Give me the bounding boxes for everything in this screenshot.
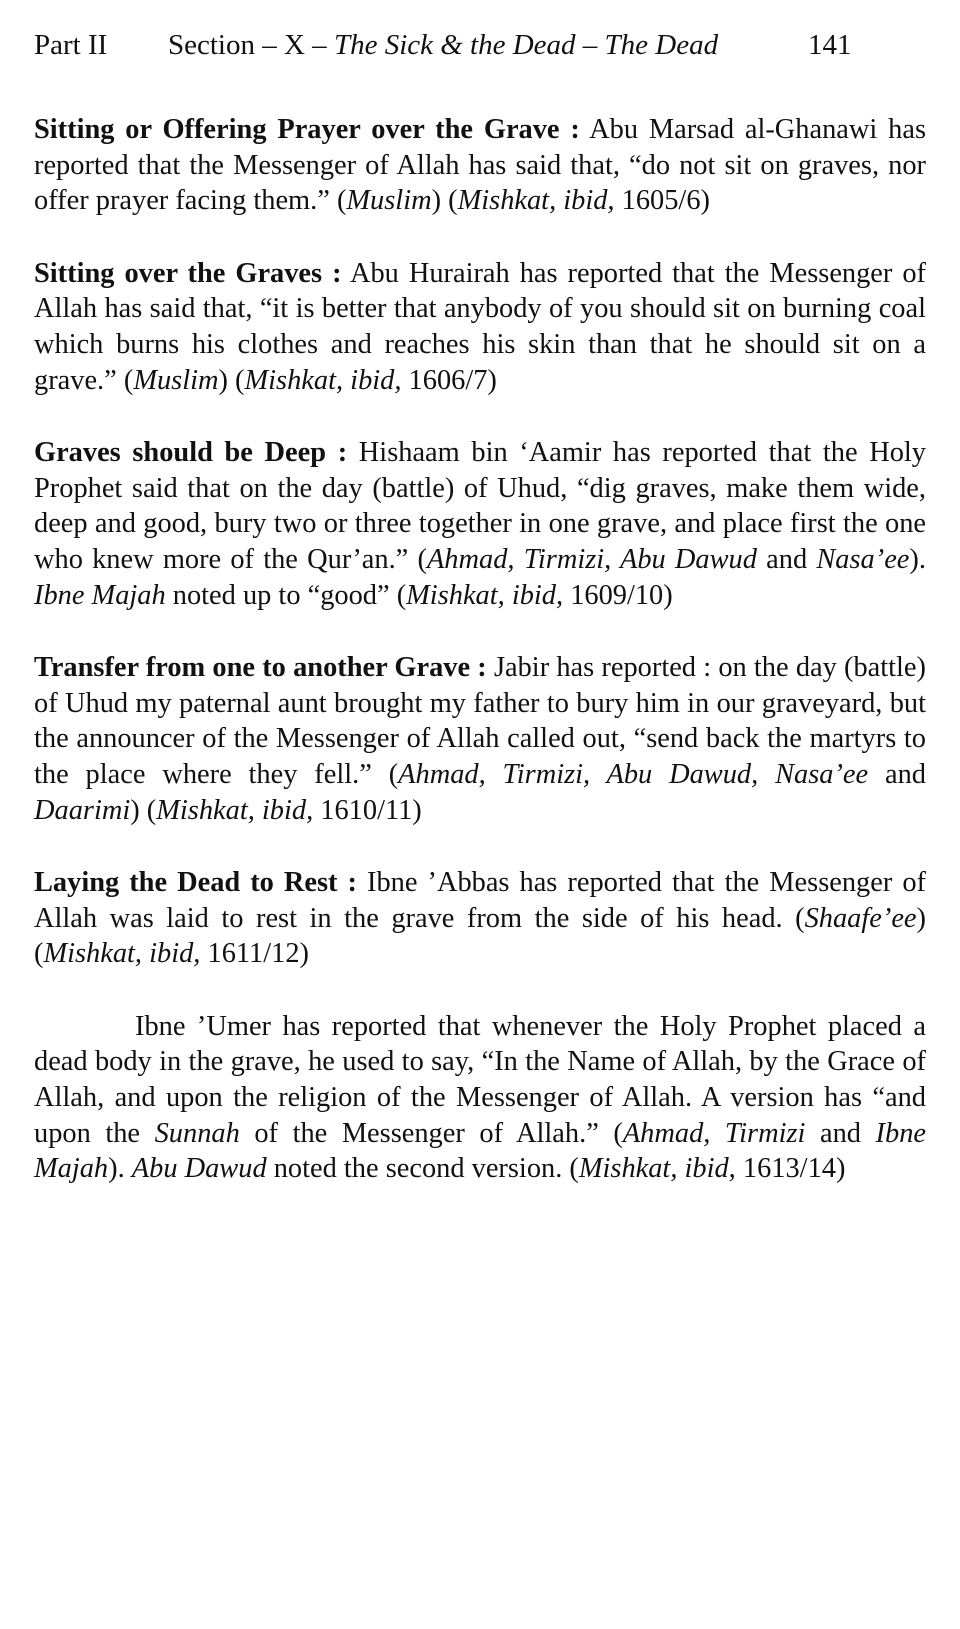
reference: Ahmad, Tirmizi, Abu Dawud, Nasa’ee [398, 758, 869, 790]
paragraph-text: noted up to “good” ( [165, 579, 407, 611]
reference: Daarimi [34, 794, 131, 826]
reference: Abu Dawud [131, 1153, 267, 1185]
reference: Ahmad, Tirmizi [622, 1117, 806, 1149]
book-page [34, 22, 926, 1224]
running-header [34, 22, 926, 68]
paragraph-heading: Graves should be Deep : [34, 437, 348, 469]
section-title [168, 22, 718, 68]
section-prefix: Section – X – [168, 29, 334, 61]
reference: Muslim [133, 364, 219, 396]
paragraph-text: Ibne ’Abbas has reported that the Messenger of Allah was laid to rest in the grave from the side of his head. ( [34, 867, 926, 934]
paragraph-heading: Sitting or Offering Prayer over the Grave : [34, 114, 580, 145]
paragraph-ibne-umer [34, 1009, 926, 1187]
reference: Ibne Majah [34, 1117, 926, 1185]
paragraph-text: ) ( [218, 364, 245, 396]
paragraph-text: and [756, 543, 817, 575]
reference: Shaafe’ee [804, 902, 917, 934]
page-number: 141 [808, 29, 852, 61]
paragraph-text: and [868, 758, 927, 790]
paragraph-text: 1609/10) [563, 579, 673, 611]
paragraph-text: ) ( [431, 185, 458, 217]
reference: Mishkat, ibid, [578, 1153, 736, 1185]
reference: Mishkat, ibid, [406, 579, 564, 611]
paragraph-graves-deep [34, 435, 926, 613]
paragraph-text: of the Messenger of Allah.” ( [239, 1117, 623, 1149]
reference: Muslim [346, 185, 432, 217]
paragraph-prayer-over-grave [34, 112, 926, 219]
reference: Mishkat, ibid, [457, 185, 615, 217]
paragraph-text: ). [108, 1153, 132, 1185]
section-name: The Sick & the Dead – The Dead [333, 29, 719, 61]
paragraph-text: Hishaam bin ‘Aamir has reported that the Holy Prophet said that on the day (battle) of Uhud, “dig graves, make them wide, deep and good, bury two or three together in one grave, and place first the one who knew more of the Qur’an.” ( [34, 437, 926, 575]
paragraph-text: and [805, 1117, 876, 1149]
paragraph-heading: Transfer from one to another Grave : [34, 652, 487, 684]
reference: Mishkat, ibid, [244, 364, 402, 396]
paragraph-text: Abu Marsad al-Ghanawi has reported that the Messenger of Allah has said that, “do not sit on graves, nor offer prayer facing them.” ( [34, 114, 926, 217]
paragraph-text: noted the second version. ( [266, 1153, 579, 1185]
paragraph-heading: Sitting over the Graves : [34, 257, 342, 289]
paragraph-text: ). [909, 543, 926, 575]
paragraph-heading: Laying the Dead to Rest : [34, 867, 357, 899]
paragraph-transfer-grave [34, 650, 926, 828]
paragraph-text: ) ( [34, 902, 926, 970]
paragraph-text: 1610/11) [313, 794, 422, 826]
part-label: Part II [34, 29, 108, 61]
paragraph-text: 1613/14) [735, 1153, 846, 1185]
paragraph-text: Jabir has reported : on the day (battle) of Uhud my paternal aunt brought my father to bury him in our graveyard, but the announcer of the Messenger of Allah called out, “send back the martyrs to the place where they fell.” ( [34, 652, 926, 790]
paragraph-text: 1605/6) [614, 185, 710, 217]
reference: Mishkat, ibid, [43, 938, 201, 970]
paragraph-text: 1606/7) [401, 364, 497, 396]
paragraph-text: Abu Hurairah has reported that the Messenger of Allah has said that, “it is better that anybody of you should sit on burning coal which burns his clothes and reaches his skin than that he should sit on a grave.” ( [34, 257, 927, 396]
paragraph-text: Ibne ’Umer has reported that whenever the Holy Prophet placed a dead body in the grave, he used to say, “In the Name of Allah, by the Grace of Allah, and upon the religion of the Messenger of Allah. A version has “and upon the [34, 1010, 926, 1149]
reference: Nasa’ee [816, 543, 910, 575]
reference: Ibne Majah [34, 579, 166, 611]
reference: Sunnah [154, 1117, 240, 1149]
paragraph-text: 1611/12) [200, 938, 309, 970]
paragraph-text: ) ( [130, 794, 157, 826]
reference: Mishkat, ibid, [156, 794, 314, 826]
page-body [34, 112, 926, 1187]
paragraph-laying-dead-to-rest [34, 865, 926, 972]
paragraph-sitting-over-graves [34, 256, 926, 398]
reference: Ahmad, Tirmizi, Abu Dawud [426, 543, 757, 575]
